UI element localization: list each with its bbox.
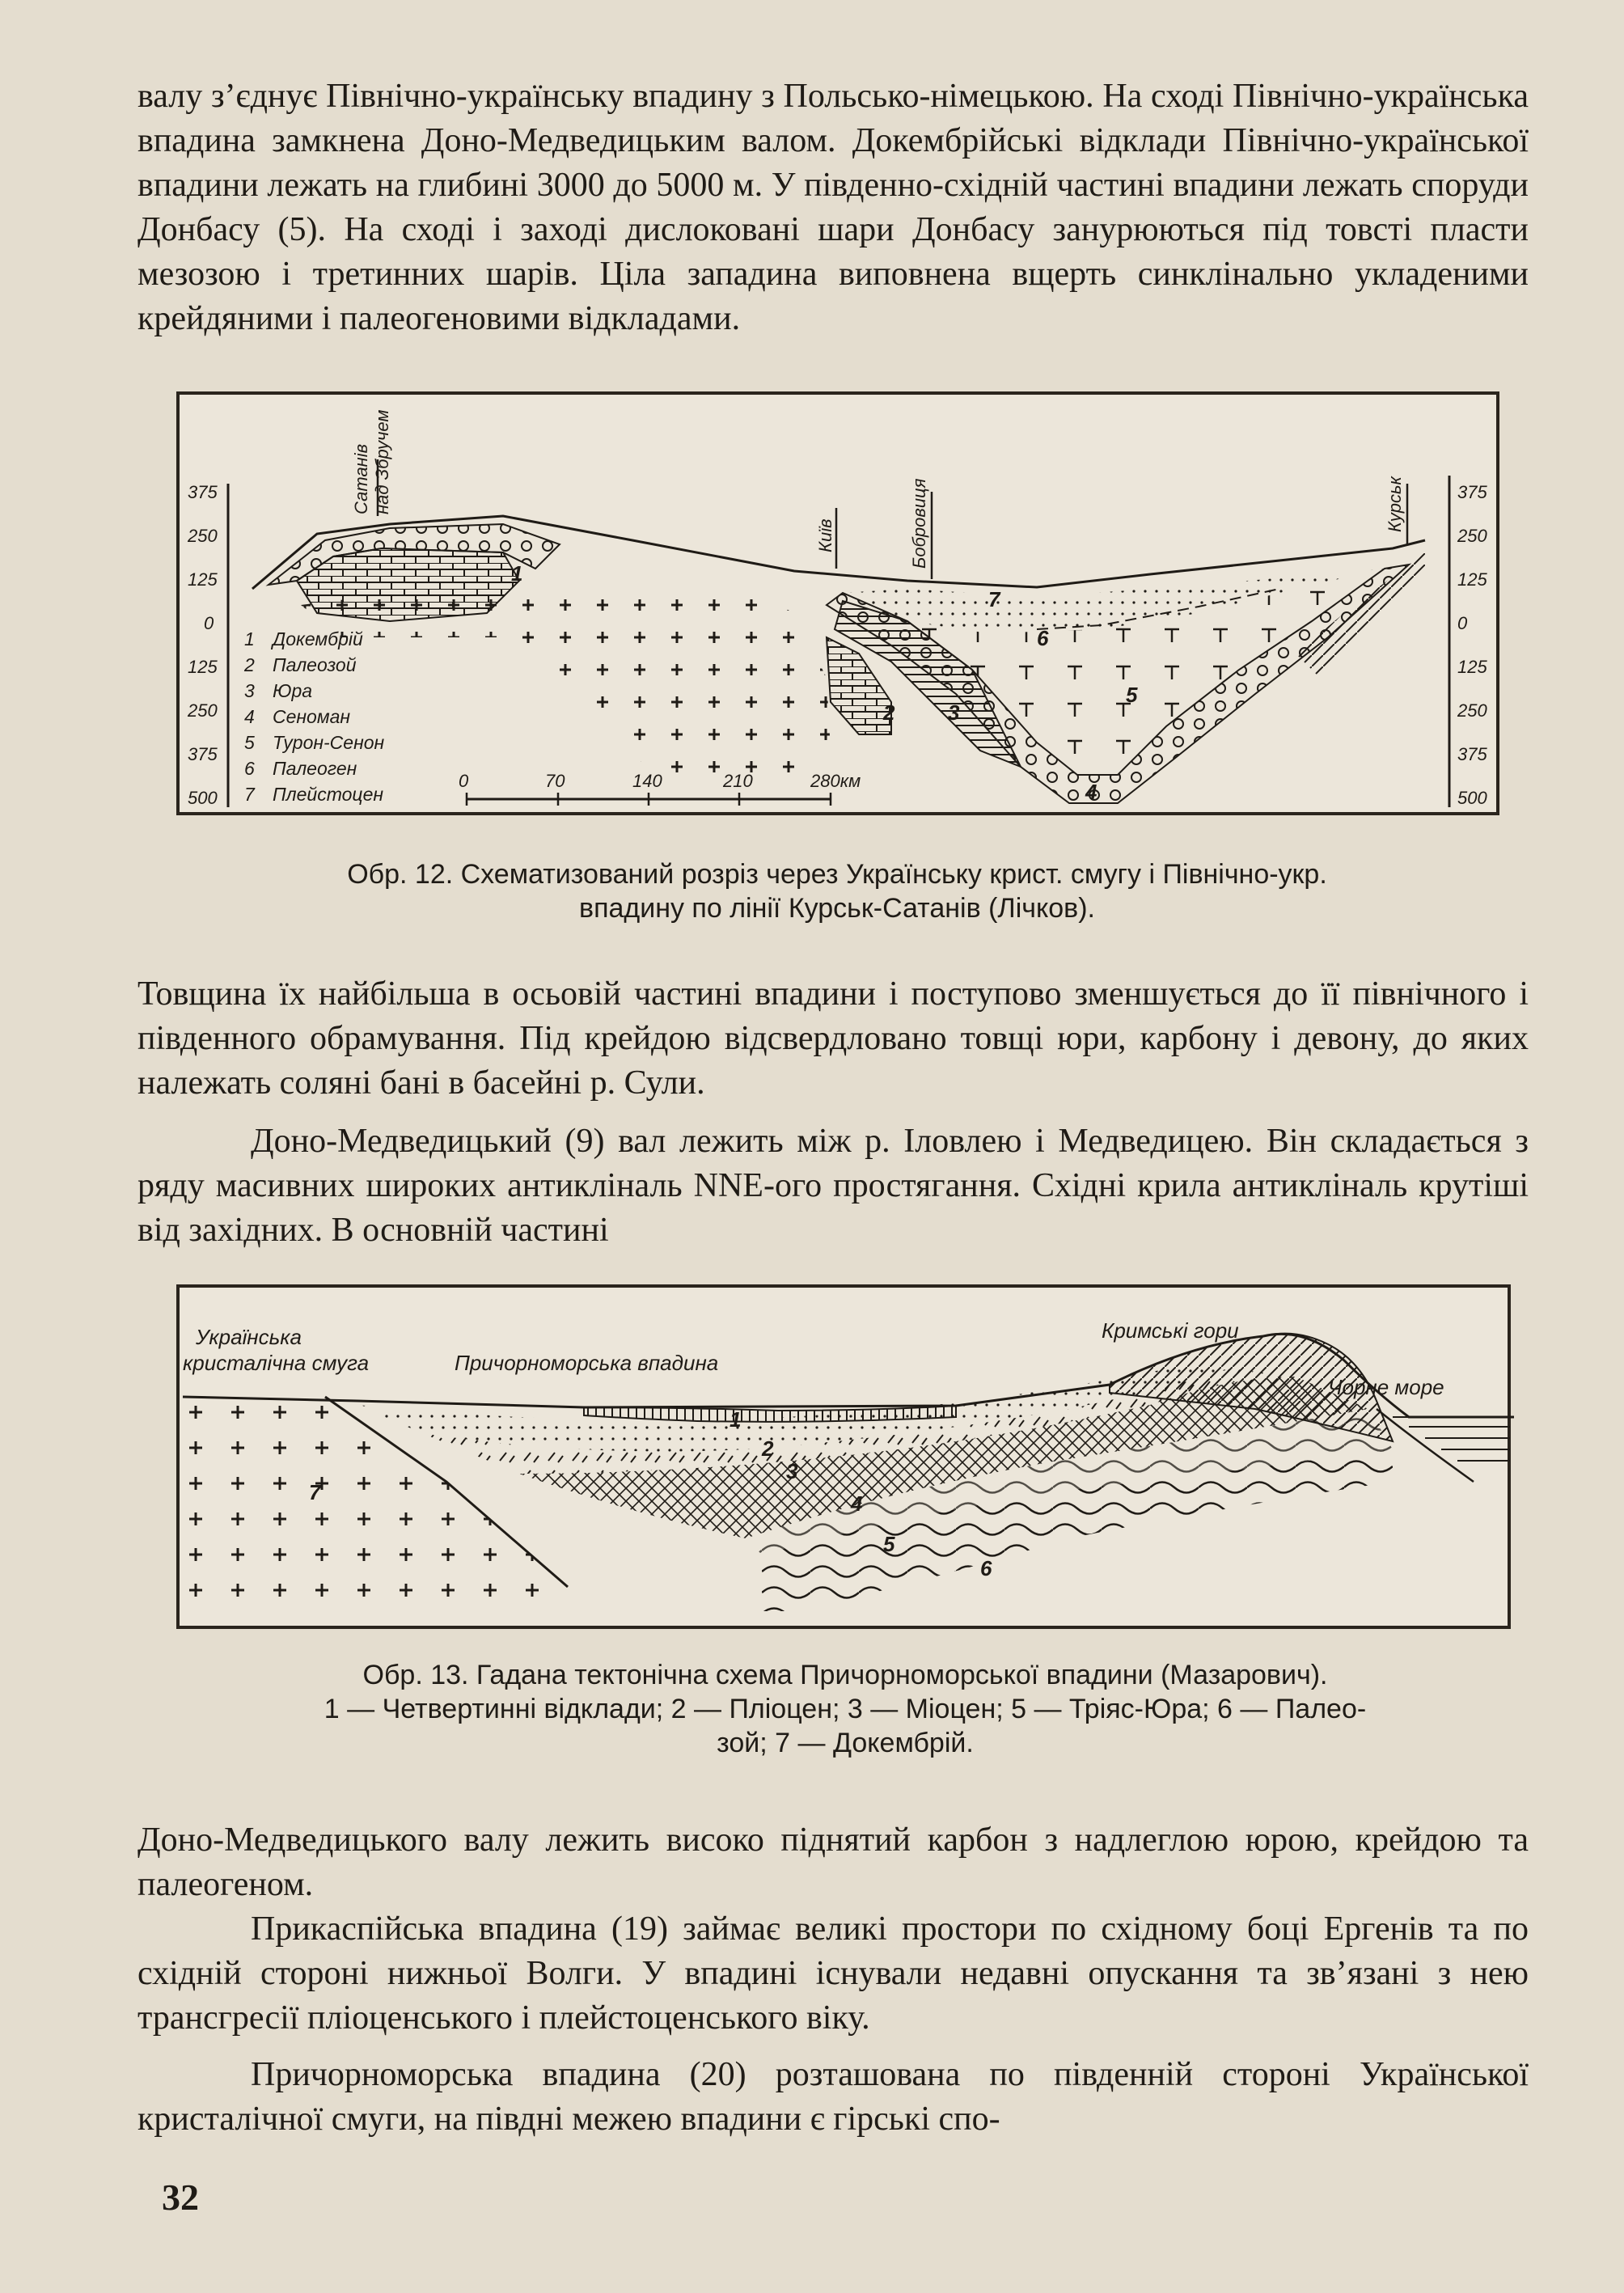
legend-num: 2 [244, 654, 255, 675]
unit-label: 4 [1085, 780, 1097, 804]
axis-right-tick: 125 [1457, 657, 1487, 677]
page-number: 32 [162, 2177, 199, 2218]
axis-right-tick: 375 [1457, 744, 1487, 764]
legend-num: 6 [244, 758, 255, 779]
legend-num: 5 [244, 732, 255, 753]
axis-right-tick: 125 [1457, 569, 1487, 590]
legend-name: Сеноман [273, 706, 351, 727]
unit-label: 2 [883, 700, 895, 725]
unit-label: 2 [762, 1436, 774, 1461]
unit-label: 5 [883, 1532, 895, 1556]
figure-12 [176, 391, 1499, 815]
paragraph-caspian: Прикаспійська впадина (19) займає великі простори по східному боці Ергенів та по східній стороні нижньої Волги. У впадині існували недавні опускання та зв’язані з нею трансгресії пліоценського і плейстоценського віку. [137, 1910, 1529, 2037]
unit-label: 7 [988, 587, 1000, 611]
axis-left-tick: 375 [188, 744, 218, 764]
figure-13 [176, 1284, 1511, 1629]
legend-num: 1 [244, 628, 255, 649]
unit-label: 6 [1037, 626, 1049, 650]
scale-label: 140 [632, 771, 662, 791]
legend-name: Докембрій [273, 628, 363, 649]
figure-12-caption-line1: Обр. 12. Схематизований розріз через Українську крист. смугу і Північно-укр. [347, 859, 1327, 890]
legend-name: Палеозой [273, 654, 357, 675]
axis-left-tick: 125 [188, 657, 218, 677]
unit-label: 7 [309, 1480, 321, 1504]
place-kyiv: Київ [815, 518, 835, 552]
figure-13-caption-line2: 1 — Четвертинні відклади; 2 — Пліоцен; 3 — Міоцен; 5 — Тріяс-Юра; 6 — Палео- [324, 1694, 1367, 1724]
region-ukrainian-shield-2: кристалічна смуга [183, 1351, 370, 1375]
place-kursk: Курськ [1385, 476, 1405, 532]
legend-num: 7 [244, 784, 255, 805]
legend-name: Юра [273, 680, 313, 701]
paragraph-top: валу з’єднує Північно-українську впадину з Польсько-німецькою. На сході Північно-українська впадина замкнена Доно-Медведицьким валом. Докембрійські відклади Північно-української впадини лежать на глибині 3000 до 5000 м. У південно-східній частині впадини лежать споруди Донбасу (5). На сході і заході дислоковані шари Донбасу занурюються під товсті пласти мезозою і третинних шарів. Ціла западина виповнена вщерть синклінально укладеними крейдяними і палеогеновими відкладами. [137, 78, 1529, 337]
figure-12-caption-line2: впадину по лінії Курськ-Сатанів (Лічков). [579, 893, 1095, 924]
place-zbruch: над Збручем [372, 409, 392, 514]
legend-num: 3 [244, 680, 255, 701]
legend-name: Палеоген [273, 758, 357, 779]
unit-label: 1 [511, 561, 523, 586]
axis-left-tick: 250 [188, 700, 218, 721]
unit-label: 5 [1126, 683, 1138, 707]
figure-13-caption-line1: Обр. 13. Гадана тектонічна схема Причорноморської впадини (Мазарович). [362, 1660, 1328, 1690]
region-black-sea: Чорне море [1328, 1375, 1444, 1399]
scale-label: 210 [723, 771, 753, 791]
figure-12-cross-section [180, 395, 1503, 819]
axis-right-tick: 0 [1457, 613, 1468, 633]
scale-label: 280км [810, 771, 861, 791]
figure-13-tectonic-scheme [180, 1288, 1514, 1632]
axis-right-tick: 500 [1457, 788, 1487, 808]
place-bobrovytsia: Бобровиця [909, 478, 929, 569]
paragraph-thickness: Товщина їх найбільша в осьовій частині впадини і поступово зменшується до її північного і південного обрамування. Під крейдою відсвердловано товщі юри, карбону і девону, до яких належать соляні бані в басейні р. Сули. [137, 975, 1529, 1102]
unit-label: 4 [851, 1491, 863, 1516]
axis-right-tick: 250 [1457, 700, 1487, 721]
paragraph-don-medveditsa: Доно-Медведицький (9) вал лежить між р. Іловлею і Медведицею. Він складається з ряду масивних широких антикліналь NNE-ого простягання. Східні крила антикліналь крутіші від західних. В основній частині [137, 1123, 1529, 1249]
unit-label: 1 [730, 1407, 742, 1432]
unit-label: 3 [786, 1459, 798, 1483]
axis-right-tick: 250 [1457, 526, 1487, 546]
axis-left-tick: 250 [188, 526, 218, 546]
scale-label: 0 [459, 771, 469, 791]
axis-left-tick: 375 [188, 482, 218, 502]
paragraph-black-sea: Причорноморська впадина (20) розташована по південній стороні Української кристалічної смуги, на півдні межею впадини є гірські спо- [137, 2056, 1529, 2138]
region-black-sea-depression: Причорноморська впадина [455, 1351, 719, 1375]
paragraph-don-medveditsa-cont: Доно-Медведицького валу лежить високо піднятий карбон з надлеглою юрою, крейдою та палеогеном. [137, 1821, 1529, 1903]
region-crimean-mountains: Кримські гори [1102, 1318, 1239, 1343]
region-ukrainian-shield: Українська [196, 1325, 302, 1349]
legend-num: 4 [244, 706, 255, 727]
place-satanov: Сатанів [351, 443, 371, 514]
scale-label: 70 [545, 771, 565, 791]
unit-label: 6 [980, 1556, 992, 1580]
unit-label: 3 [948, 700, 960, 725]
axis-right-tick: 375 [1457, 482, 1487, 502]
axis-left-tick: 500 [188, 788, 218, 808]
legend-name: Плейстоцен [273, 784, 384, 805]
figure-13-caption-line3: зой; 7 — Докембрій. [717, 1728, 974, 1758]
legend-name: Турон-Сенон [273, 732, 385, 753]
axis-left-tick: 0 [204, 613, 214, 633]
axis-left-tick: 125 [188, 569, 218, 590]
